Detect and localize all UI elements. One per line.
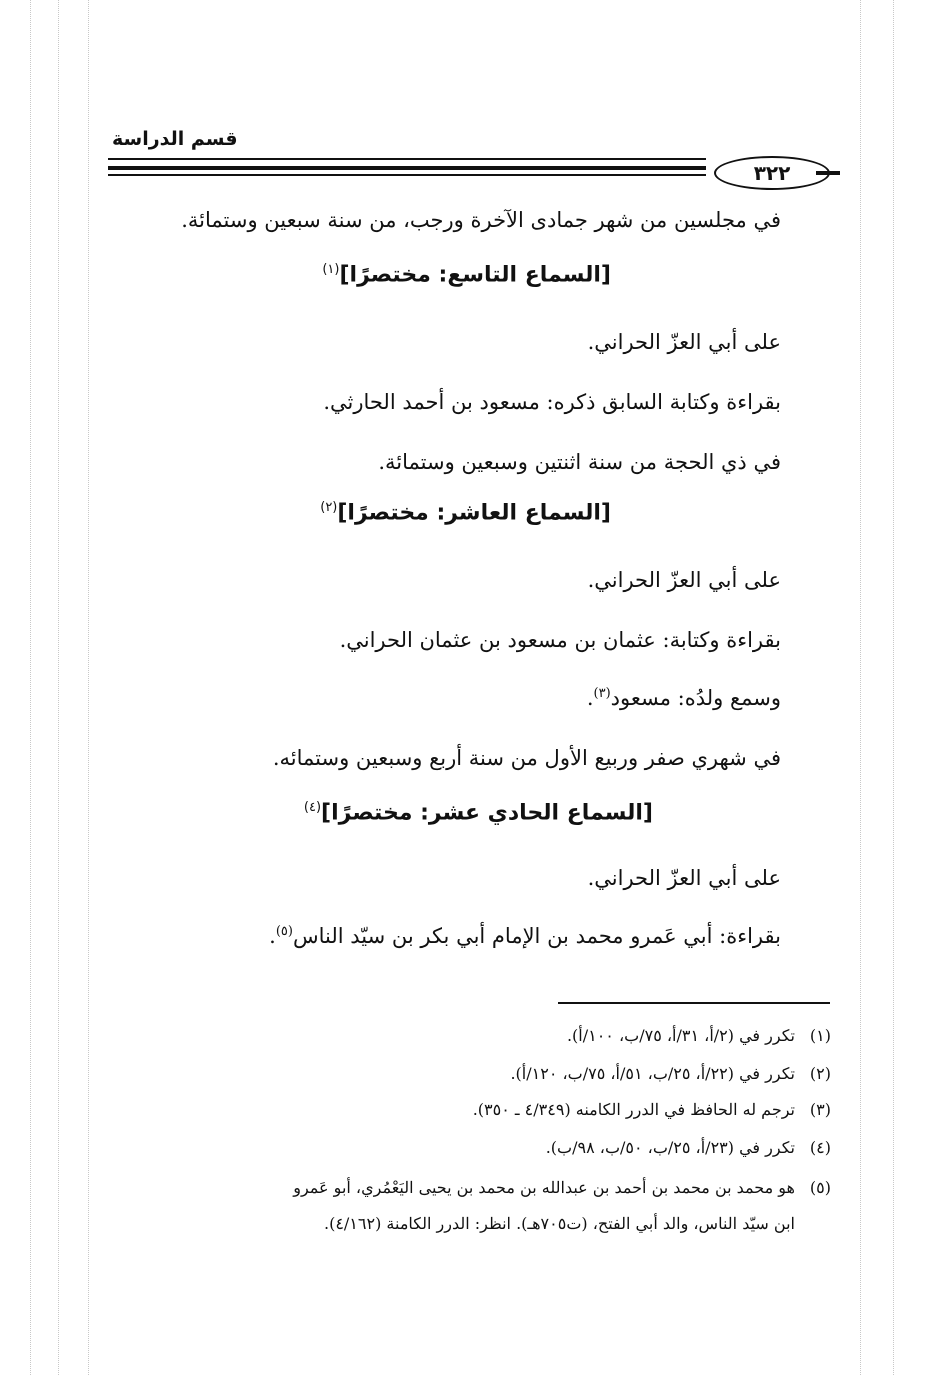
footnote-ref: (٣) <box>593 686 611 701</box>
footnote-ref: (٥) <box>275 924 293 939</box>
footnote <box>510 1064 831 1083</box>
footnote-number: (٥) <box>809 1178 831 1197</box>
page-number: ٣٢٢ <box>714 156 830 190</box>
header-rule-bottom <box>108 174 706 176</box>
footnote-text: تكرر في (٢٣/أ، ٢٥/ب، ٥٠/ب، ٩٨/ب). <box>545 1138 795 1157</box>
footnote-number: (١) <box>809 1026 831 1045</box>
header-rule-top <box>108 158 706 160</box>
scan-guide-line <box>30 0 31 1375</box>
footnote <box>473 1100 831 1119</box>
text-segment: وسمع ولدُه: مسعود <box>610 686 781 710</box>
section-heading <box>304 800 653 825</box>
text-line <box>587 686 781 710</box>
text-line: على أبي العزّ الحراني. <box>587 866 781 890</box>
header-rule-mid <box>108 166 706 170</box>
footnote-text: تكرر في (٢٢/أ، ٢٥/ب، ٥١/أ، ٧٥/ب، ١٢٠/أ). <box>510 1064 795 1083</box>
text-segment: . <box>269 924 276 948</box>
footnote-number: (٣) <box>809 1100 831 1119</box>
text-line: بقراءة وكتابة السابق ذكره: مسعود بن أحمد الحارثي. <box>323 390 781 414</box>
text-line: في ذي الحجة من سنة اثنتين وسبعين وستمائة. <box>378 450 781 474</box>
text-line: بقراءة وكتابة: عثمان بن مسعود بن عثمان الحراني. <box>339 628 781 652</box>
scan-guide-line <box>58 0 59 1375</box>
footnote <box>546 1138 831 1157</box>
text-line: في مجلسين من شهر جمادى الآخرة ورجب، من سنة سبعين وستمائة. <box>181 208 781 232</box>
footnote-ref: (٤) <box>303 800 322 815</box>
page-number-ornament <box>816 171 840 175</box>
footnote <box>567 1026 831 1045</box>
footnote-number: (٢) <box>809 1064 831 1083</box>
scan-guide-line <box>893 0 894 1375</box>
heading-text: [السماع التاسع: مختصرًا] <box>339 262 611 288</box>
section-heading <box>320 500 611 525</box>
footnote-ref: (١) <box>322 262 340 277</box>
heading-text: [السماع الحادي عشر: مختصرًا] <box>321 800 653 826</box>
footnote-number: (٤) <box>809 1138 831 1157</box>
footnote <box>293 1178 831 1197</box>
scan-guide-line <box>88 0 89 1375</box>
text-line: على أبي العزّ الحراني. <box>587 568 781 592</box>
text-line: في شهري صفر وربيع الأول من سنة أربع وسبعين وستمائه. <box>272 746 781 770</box>
text-segment: بقراءة: أبي عَمرو محمد بن الإمام أبي بكر بن سيّد الناس <box>292 924 781 948</box>
section-heading <box>322 262 611 287</box>
footnote-text: تكرر في (٢/أ، ٣١/أ، ٧٥/ب، ١٠٠/أ). <box>566 1026 795 1045</box>
footnote-separator <box>558 1002 830 1004</box>
section-title: قسم الدراسة <box>112 128 238 150</box>
scan-guide-line <box>860 0 861 1375</box>
footnote-continuation: ابن سيّد الناس، والد أبي الفتح، (ت٧٠٥هـ). انظر: الدرر الكامنة (٤/١٦٢). <box>323 1214 795 1233</box>
text-segment: . <box>586 686 594 710</box>
footnote-ref: (٢) <box>320 500 338 515</box>
text-line <box>269 924 781 948</box>
heading-text: [السماع العاشر: مختصرًا] <box>337 500 611 526</box>
footnote-text: ترجم له الحافظ في الدرر الكامنه (٤/٣٤٩ ـ ٣٥٠). <box>472 1100 795 1119</box>
footnote-text: هو محمد بن محمد بن أحمد بن عبدالله بن محمد بن يحيى اليَعْمُري، أبو عَمرو <box>293 1178 795 1197</box>
text-line: على أبي العزّ الحراني. <box>587 330 781 354</box>
